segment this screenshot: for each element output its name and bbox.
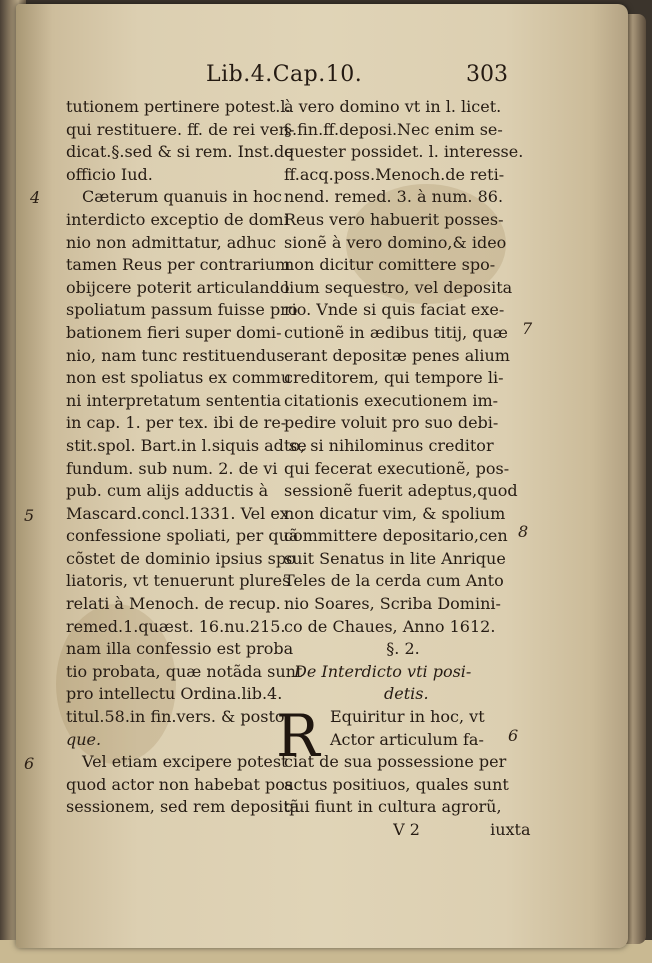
margin-number-6: 6 — [24, 754, 35, 773]
text-line: qui fecerat executionẽ, pos- — [284, 458, 510, 478]
text-line: creditorem, qui tempore li- — [284, 368, 504, 388]
text-line: titul.58.in fin.vers. & posto — [66, 707, 285, 727]
running-head: Lib.4.Cap.10. — [206, 62, 363, 87]
text-line: non est spoliatus ex commu — [66, 368, 292, 388]
text-line: quester possidet. l. interesse. — [284, 142, 524, 162]
text-line: sessionẽ fuerit adeptus,quod — [284, 481, 518, 501]
text-line: liatoris, vt tenuerunt plures — [66, 571, 291, 591]
page-number: 303 — [466, 62, 508, 87]
catchword: iuxta — [490, 820, 531, 839]
text-line: pub. cum alijs adductis à — [66, 481, 269, 501]
right-column — [276, 96, 531, 842]
text-line: tamen Reus per contrarium — [66, 255, 291, 275]
text-line: que. — [66, 729, 102, 749]
text-line: Mascard.concl.1331. Vel ex — [66, 503, 289, 523]
margin-number-7: 7 — [522, 319, 533, 338]
margin-number-6-right: 6 — [508, 726, 519, 745]
margin-number-4: 4 — [30, 188, 41, 207]
text-line: remed.1.quæst. 16.nu.215. — [66, 616, 286, 636]
text-line: Teles de la cerda cum Anto — [284, 571, 504, 591]
text-line: pedire voluit pro suo debi- — [284, 413, 499, 433]
text-line: cõstet de dominio ipsius spo — [66, 548, 296, 568]
text-line: actus positiuos, quales sunt — [284, 774, 509, 794]
text-line: Vel etiam excipere potest — [82, 752, 288, 772]
text-line: nam illa confessio est proba — [66, 639, 294, 659]
margin-number-5: 5 — [24, 506, 35, 525]
text-line: officio Iud. — [66, 164, 153, 184]
text-line: ni interpretatum sententia — [66, 390, 282, 410]
section-title: De Interdicto vti posi- — [294, 661, 472, 681]
text-line: sessionem, sed rem depositã — [66, 797, 300, 817]
text-line: cutionẽ in ædibus titij, quæ — [284, 322, 508, 342]
drop-cap-initial: R — [276, 702, 320, 771]
text-line: nend. remed. 3. à num. 86. — [284, 187, 504, 207]
book-page — [16, 4, 628, 948]
left-column — [52, 96, 307, 819]
text-line: ff.acq.poss.Menoch.de reti- — [284, 164, 505, 184]
text-line: to, si nihilominus creditor — [284, 435, 494, 455]
text-line: §.fin.ff.deposi.Nec enim se- — [284, 119, 503, 139]
text-line: Actor articulum fa- — [330, 729, 484, 749]
text-line: Cæterum quanuis in hoc — [82, 187, 282, 207]
text-line: rio. Vnde si quis faciat exe- — [284, 300, 505, 320]
text-line: committere depositario,cen — [284, 526, 508, 546]
page-header — [16, 62, 628, 96]
signature-line — [284, 819, 531, 842]
text-line: relati à Menoch. de recup. — [66, 594, 281, 614]
text-line: suit Senatus in lite Anrique — [284, 548, 506, 568]
text-line: à vero domino vt in l. licet. — [284, 97, 502, 116]
text-line: quod actor non habebat pos — [66, 774, 294, 794]
text-line: fundum. sub num. 2. de vi — [66, 458, 278, 478]
text-line: Equiritur in hoc, vt — [330, 707, 485, 727]
text-line: obijcere poterit articulando — [66, 277, 290, 297]
text-line: sionẽ à vero domino,& ideo — [284, 232, 507, 252]
text-line: lium sequestro, vel deposita — [284, 277, 513, 297]
text-line: nio non admittatur, adhuc — [66, 232, 277, 252]
text-line: co de Chaues, Anno 1612. — [284, 616, 496, 636]
section-title-continued: detis. — [384, 684, 429, 704]
signature-mark: V 2 — [393, 820, 420, 839]
text-line: spoliatum passum fuisse pro — [66, 300, 298, 320]
text-line: bationem fieri super domi- — [66, 322, 282, 342]
text-line: non dicitur comittere spo- — [284, 255, 496, 275]
text-line: citationis executionem im- — [284, 390, 499, 410]
text-line: interdicto exceptio de domi — [66, 209, 289, 229]
text-line: pro intellectu Ordina.lib.4. — [66, 684, 283, 704]
text-line: nio Soares, Scriba Domini- — [284, 594, 501, 614]
text-line: qui fiunt in cultura agrorũ, — [284, 797, 502, 817]
text-line: erant depositæ penes alium — [284, 345, 510, 365]
text-line: tio probata, quæ notãda sunt — [66, 661, 303, 681]
text-line: qui restituere. ff. de rei ven- — [66, 119, 295, 139]
text-line: Reus vero habuerit posses- — [284, 209, 504, 229]
text-line: dicat.§.sed & si rem. Inst.de — [66, 142, 294, 162]
section-mark: §. 2. — [386, 639, 420, 659]
margin-number-8: 8 — [518, 522, 529, 541]
text-line: confessione spoliati, per quã — [66, 526, 299, 546]
text-line: nio, nam tunc restituendus — [66, 345, 285, 365]
text-line: stit.spol. Bart.in l.siquis ad se — [66, 435, 307, 455]
text-line: ciat de sua possessione per — [284, 752, 507, 772]
text-line: in cap. 1. per tex. ibi de re- — [66, 413, 287, 433]
text-line: tutionem pertinere potest.l. — [66, 97, 291, 116]
text-line: non dicatur vim, & spolium — [284, 503, 506, 523]
